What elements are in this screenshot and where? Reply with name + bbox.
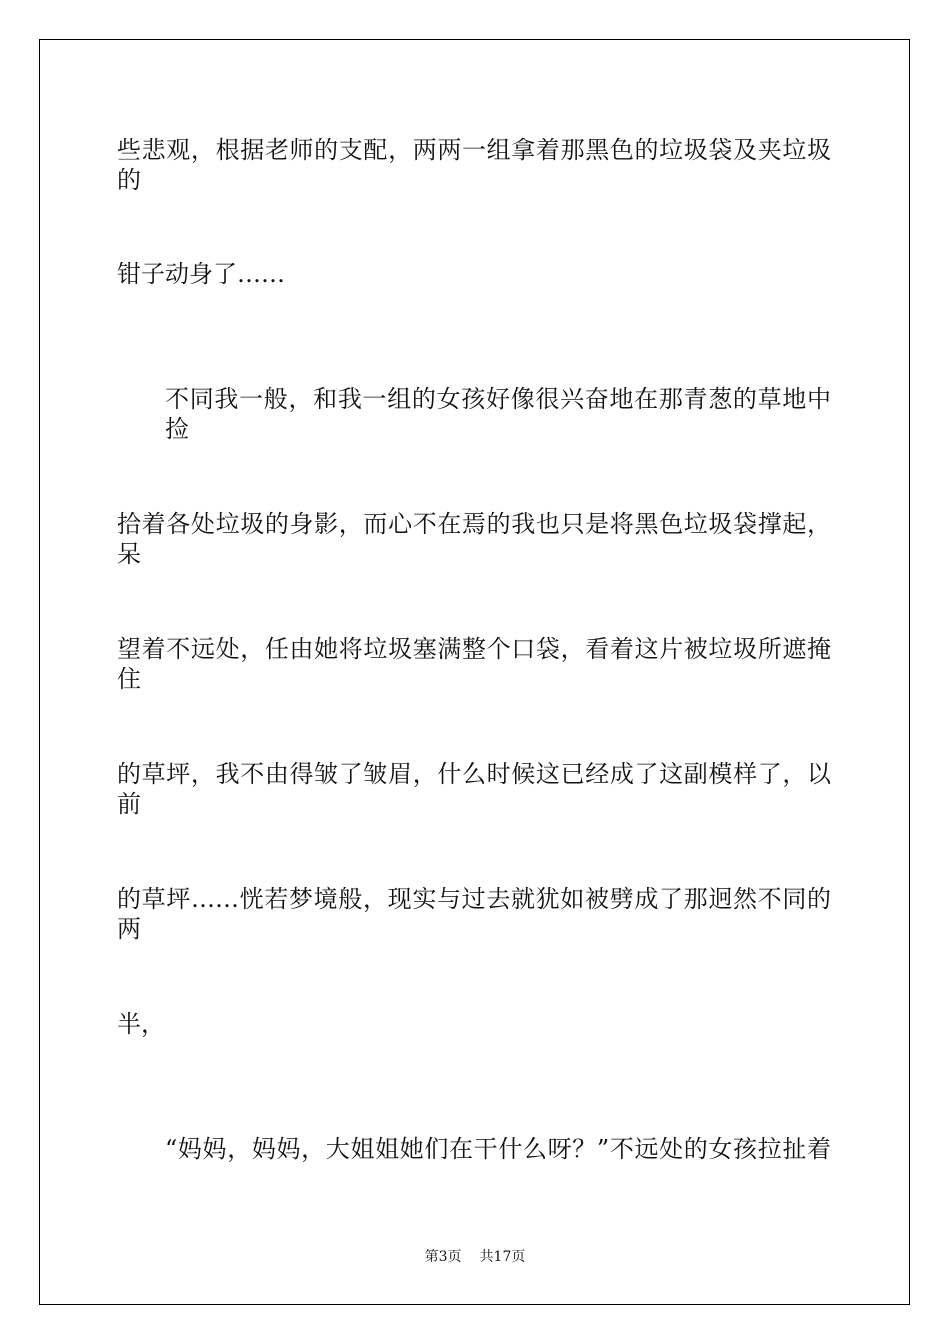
text-line-2: 钳子动身了…… [117, 260, 285, 288]
text-line-1: 些悲观，根据老师的支配，两两一组拿着那黑色的垃圾袋及夹垃圾的 [117, 136, 831, 194]
text-line-3: 不同我一般，和我一组的女孩好像很兴奋地在那青葱的草地中捡 [165, 385, 831, 443]
page-footer [0, 1248, 950, 1266]
text-line-6: 的草坪，我不由得皱了皱眉，什么时候这已经成了这副模样了，以前 [117, 760, 831, 818]
text-line-5: 望着不远处，任由她将垃圾塞满整个口袋，看着这片被垃圾所遮掩住 [117, 635, 831, 693]
text-line-9: “妈妈，妈妈，大姐姐她们在干什么呀？”不远处的女孩拉扯着 [165, 1135, 831, 1163]
page-number: 第3页 [424, 1249, 462, 1265]
text-line-8: 半， [117, 1010, 165, 1038]
text-line-7: 的草坪……恍若梦境般，现实与过去就犹如被劈成了那迥然不同的两 [117, 885, 831, 943]
page-total: 共17页 [479, 1249, 526, 1265]
text-line-4: 拾着各处垃圾的身影，而心不在焉的我也只是将黑色垃圾袋撑起，呆 [117, 510, 831, 568]
